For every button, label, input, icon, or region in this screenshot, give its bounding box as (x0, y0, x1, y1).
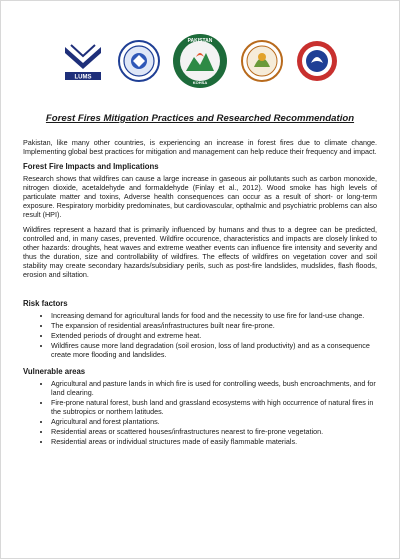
list-item: • Extended periods of drought and extreme heat. (51, 331, 377, 340)
lums-logo-text: LUMS (74, 74, 92, 81)
logo-row (23, 15, 377, 93)
impacts-heading: Forest Fire Impacts and Implications (23, 162, 159, 171)
impacts-paragraph-1: Research shows that wildfires can cause a large increase in gaseous air pollutants such as carbon monoxide, nitrogen dioxide, acetaldehyde and formaldehyde (Finlay et al., 2012). Wood smoke has high levels of particulate matter and toxins, Adverse health consequences can occur as a result of short- or long-term exposure. Respiratory morbidity predominates, but cardiovascular, opthalmic and psychiatric problems can also result (HPI). (23, 174, 377, 219)
list-item: • Increasing demand for agricultural lands for food and the necessity to use fire for land-use change. (51, 311, 377, 320)
lums-logo-icon (61, 41, 105, 81)
lums-logo (61, 41, 105, 81)
pakistan-emblem-logo (172, 33, 228, 89)
orange-seal-logo (240, 39, 284, 83)
risk-factors-list (23, 311, 377, 359)
list-item: • Agricultural and pasture lands in which fire is used for controlling weeds, bush encroachments, and for land clearing. (51, 379, 377, 397)
list-item: • Agricultural and forest plantations. (51, 417, 377, 426)
seal-icon (240, 39, 284, 83)
impacts-paragraph-2: Wildfires represent a hazard that is primarily influenced by humans and thus to a degree can be predicted, controlled and, in many cases, prevented. Wildfire occurence, characteristics and impacts are closely linked to other hazards: droughts, heat waves and extreme weather events can influence fire intensity and severity and thus the duration, size and controllability of wildfires. The effects of wildfires on vegetation cover and soil stability may create secondary hazards/subsidiary perils, such as post-fire landslides, mudslides, flash floods, erosion and siltation. (23, 225, 377, 279)
blue-seal-logo (117, 39, 161, 83)
seal-icon (117, 39, 161, 83)
emblem-top-text: PAKISTAN (187, 38, 213, 44)
document-title: Forest Fires Mitigation Practices and Researched Recommendation (45, 113, 355, 124)
list-item: • Wildfires cause more land degradation (soil erosion, loss of land productivity) and as a consequence create more flooding and landslides. (51, 341, 377, 359)
list-item: • Residential areas or individual structures made of easily flammable materials. (51, 437, 377, 446)
seal-icon (295, 39, 339, 83)
emblem-icon (172, 33, 228, 89)
list-item: • Fire-prone natural forest, bush land and grassland ecosystems with high occurrence of natural fires in the subtropics or northern latitudes. (51, 398, 377, 416)
vulnerable-areas-heading: Vulnerable areas (23, 367, 86, 376)
section-spacer (23, 285, 377, 299)
intro-paragraph: Pakistan, like many other countries, is experiencing an increase in forest fires due to climate change. Implementing global best practices for mitigation and management can help reduce their frequency and impact. (23, 138, 377, 156)
vulnerable-areas-list (23, 379, 377, 446)
red-blue-seal-logo (295, 39, 339, 83)
risk-factors-heading: Risk factors (23, 299, 68, 308)
list-item: • Residential areas or scattered houses/infrastructures nearest to fire-prone vegetation. (51, 427, 377, 436)
emblem-bottom-text: KOHSA (192, 80, 208, 85)
list-item: • The expansion of residential areas/infrastructures built near fire-prone. (51, 321, 377, 330)
